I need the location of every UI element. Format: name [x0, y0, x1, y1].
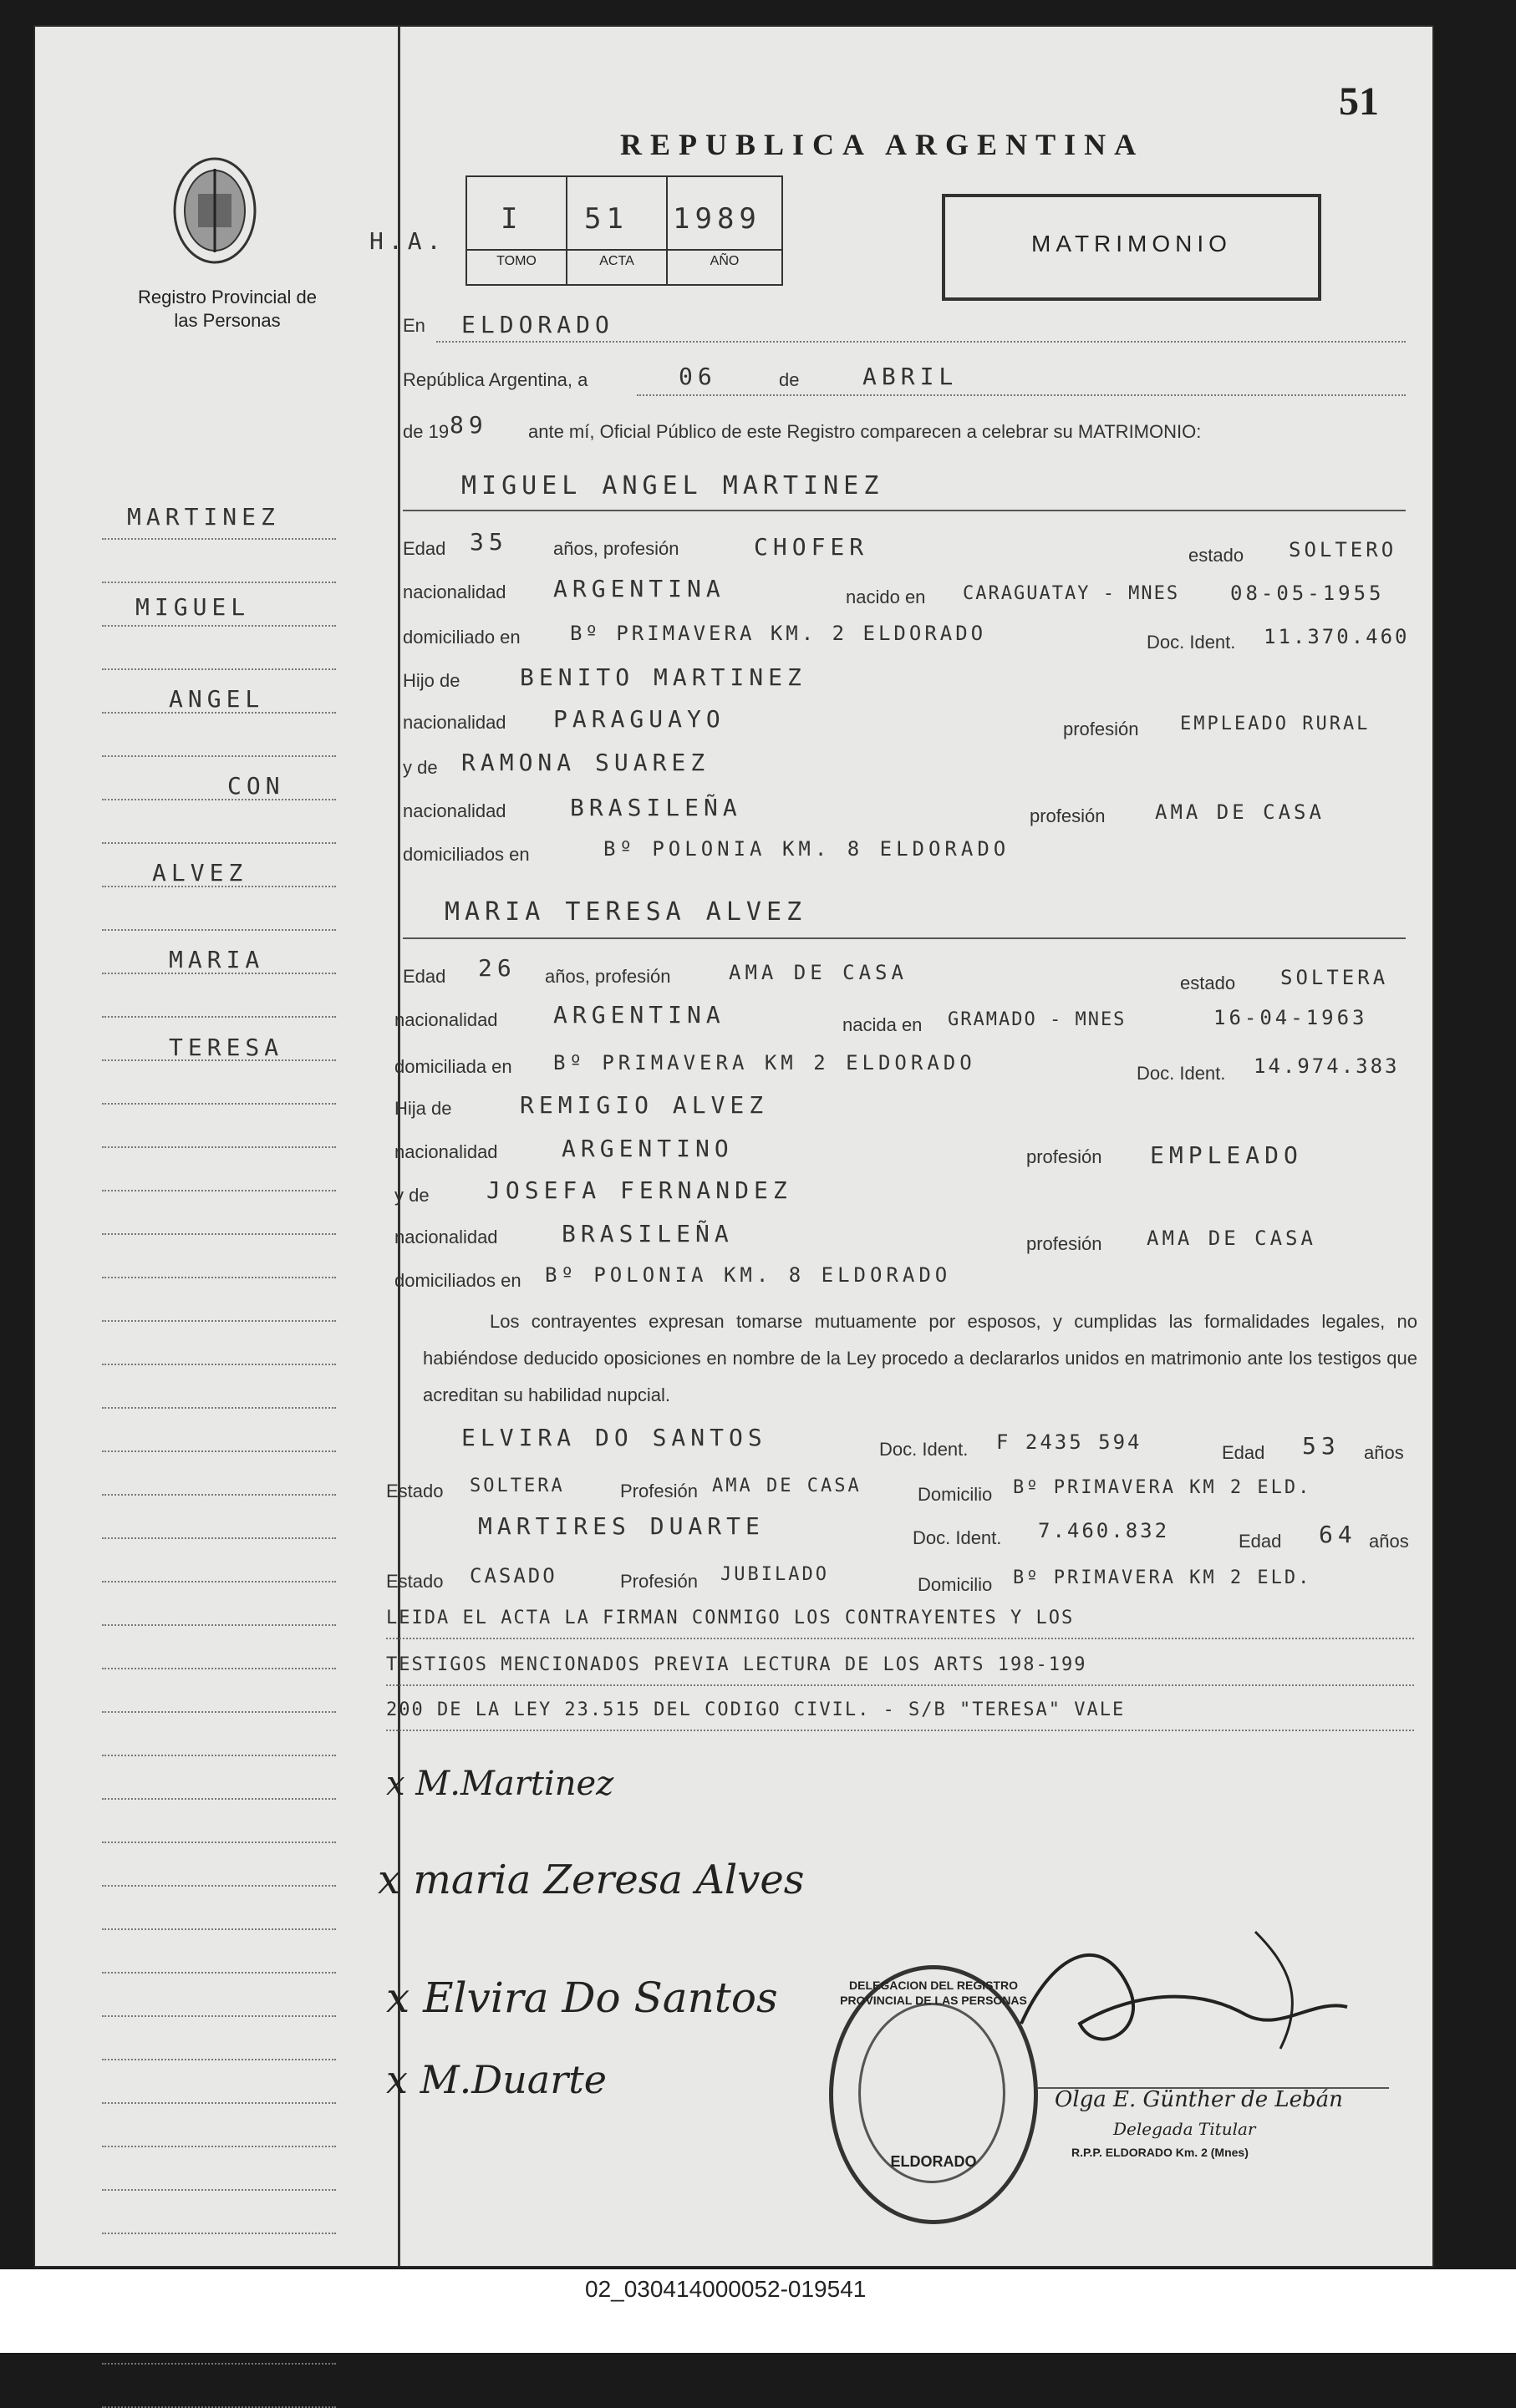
- groom-nac-label: nacionalidad: [403, 582, 506, 602]
- de-label: de: [779, 369, 800, 390]
- witness2-estado-label: Estado: [386, 1571, 444, 1592]
- witness2-profesion-label: Profesión: [620, 1571, 698, 1592]
- margin-rule-line: [102, 799, 336, 800]
- margin-rule-line: [102, 1885, 336, 1887]
- day-value: 06: [679, 363, 717, 390]
- witness2-anios-label: años: [1369, 1531, 1409, 1552]
- witness2-age: 64: [1319, 1521, 1357, 1548]
- acta-value: 51: [584, 202, 628, 236]
- republica-label: República Argentina, a: [403, 369, 588, 390]
- witness2-profession: JUBILADO: [720, 1564, 829, 1585]
- footer-bar: [0, 2269, 1516, 2353]
- bride-mother: JOSEFA FERNANDEZ: [486, 1176, 792, 1204]
- province-seal: [169, 152, 261, 269]
- margin-note: ALVEZ: [152, 859, 248, 886]
- margin-rule-line: [102, 2363, 336, 2365]
- margin-rule-line: [102, 625, 336, 627]
- groom-profesion-label: años, profesión: [553, 538, 679, 559]
- year-prefix: de 19: [403, 421, 450, 442]
- groom-domiciliados-label: domiciliados en: [403, 844, 530, 865]
- declaration-text: Los contrayentes expresan tomarse mutuamente por esposos, y cumplidas las formalidades legales, no habiéndose deducido oposiciones en nombre de la Ley procedo a declararlos unidos en matrimonio ante los testigos que acreditan su habilidad nupcial.: [423, 1311, 1417, 1405]
- bride-nationality: ARGENTINA: [553, 1001, 725, 1029]
- groom-signature: x M.Martinez: [386, 1765, 614, 1803]
- bride-mother-nationality: BRASILEÑA: [562, 1220, 734, 1247]
- margin-rule-line: [102, 668, 336, 670]
- groom-name: MIGUEL ANGEL MARTINEZ: [461, 471, 884, 500]
- witness1-estado-label: Estado: [386, 1481, 444, 1501]
- witness1-profesion-label: Profesión: [620, 1481, 698, 1501]
- margin-rule-line: [102, 1320, 336, 1322]
- country-title: REPUBLICA ARGENTINA: [620, 128, 1145, 161]
- witness1-anios-label: años: [1364, 1442, 1404, 1463]
- groom-mother-nationality: BRASILEÑA: [570, 794, 742, 821]
- bride-edad-label: Edad: [403, 966, 446, 987]
- margin-rule-line: [102, 1364, 336, 1365]
- margin-note: CON: [227, 772, 285, 800]
- official-name: Olga E. Günther de Lebán: [1055, 2087, 1343, 2112]
- groom-dom-label: domiciliado en: [403, 627, 521, 648]
- bride-father: REMIGIO ALVEZ: [520, 1091, 769, 1119]
- margin-rule-line: [102, 2102, 336, 2104]
- tomo-label: TOMO: [496, 254, 537, 268]
- witness1-domicilio-label: Domicilio: [918, 1484, 993, 1505]
- document-type: MATRIMONIO: [1031, 231, 1232, 257]
- margin-rule-line: [102, 929, 336, 931]
- margin-rule-line: [102, 1798, 336, 1800]
- witness1-signature: x Elvira Do Santos: [386, 1974, 778, 2022]
- bride-father-profession: EMPLEADO: [1150, 1141, 1303, 1169]
- margin-rule-line: [102, 2059, 336, 2060]
- bride-parents-address: Bº POLONIA KM. 8 ELDORADO: [545, 1263, 952, 1287]
- acta-label: ACTA: [599, 254, 634, 268]
- margin-rule-line: [102, 1146, 336, 1148]
- groom-father-nationality: PARAGUAYO: [553, 705, 725, 733]
- stamp-outer-text: DELEGACION DEL REGISTRO PROVINCIAL DE LAS PERSONAS: [840, 1979, 1027, 2007]
- groom-yde-label: y de: [403, 757, 438, 778]
- groom-parents-address: Bº POLONIA KM. 8 ELDORADO: [603, 837, 1010, 861]
- bride-hija-label: Hija de: [394, 1098, 452, 1119]
- register-page: [33, 25, 1434, 2268]
- closing-line: 200 DE LA LEY 23.515 DEL CODIGO CIVIL. - S/B "TERESA" VALE: [386, 1699, 1126, 1720]
- margin-rule-line: [102, 1624, 336, 1626]
- groom-mother: RAMONA SUAREZ: [461, 749, 710, 776]
- groom-mother-prof-label: profesión: [1030, 805, 1106, 826]
- witness2-domicilio-label: Domicilio: [918, 1574, 993, 1595]
- margin-rule-line: [102, 2189, 336, 2191]
- bride-nac-label: nacionalidad: [394, 1009, 498, 1030]
- margin-rule-line: [102, 2015, 336, 2017]
- witness1-name: ELVIRA DO SANTOS: [461, 1424, 767, 1451]
- document-type-box: [942, 194, 1321, 301]
- bride-birthdate: 16-04-1963: [1213, 1006, 1368, 1029]
- tomo-value: I: [501, 202, 523, 236]
- witness1-edad-label: Edad: [1222, 1442, 1265, 1463]
- witness1-profession: AMA DE CASA: [712, 1476, 862, 1496]
- groom-edad-label: Edad: [403, 538, 446, 559]
- margin-note: MARIA: [169, 946, 265, 973]
- groom-profession: CHOFER: [754, 533, 869, 561]
- margin-rule-line: [102, 1494, 336, 1496]
- anio-label: AÑO: [710, 254, 740, 268]
- groom-father-nac-label: nacionalidad: [403, 712, 506, 733]
- registry-name: Registro Provincial de las Personas: [138, 287, 317, 331]
- page-number: 51: [1339, 79, 1379, 124]
- witness2-signature: x M.Duarte: [386, 2057, 607, 2102]
- margin-rule-line: [102, 1537, 336, 1539]
- groom-status: SOLTERO: [1289, 538, 1397, 561]
- groom-mother-nac-label: nacionalidad: [403, 800, 506, 821]
- groom-father-profession: EMPLEADO RURAL: [1180, 714, 1371, 734]
- margin-rule-line: [102, 1016, 336, 1018]
- official-office: R.P.P. ELDORADO Km. 2 (Mnes): [1071, 2146, 1249, 2159]
- bride-domiciliados-label: domiciliados en: [394, 1270, 521, 1291]
- margin-rule-line: [102, 2233, 336, 2234]
- margin-rule-line: [102, 842, 336, 844]
- groom-nationality: ARGENTINA: [553, 575, 725, 602]
- en-label: En: [403, 315, 425, 336]
- bride-doc-label: Doc. Ident.: [1137, 1063, 1226, 1084]
- bride-estado-label: estado: [1180, 973, 1236, 993]
- margin-rule-line: [102, 1581, 336, 1582]
- month-value: ABRIL: [862, 363, 959, 390]
- groom-hijo-label: Hijo de: [403, 670, 460, 691]
- groom-mother-profession: AMA DE CASA: [1155, 800, 1325, 824]
- bride-status: SOLTERA: [1280, 966, 1389, 989]
- margin-rule-line: [102, 755, 336, 757]
- margin-note: ANGEL: [169, 685, 265, 713]
- witness1-address: Bº PRIMAVERA KM 2 ELD.: [1013, 1477, 1312, 1498]
- groom-estado-label: estado: [1188, 545, 1244, 566]
- groom-birthplace: CARAGUATAY - MNES: [963, 583, 1180, 604]
- bride-address: Bº PRIMAVERA KM 2 ELDORADO: [553, 1051, 976, 1074]
- witness2-doc-label: Doc. Ident.: [913, 1527, 1002, 1548]
- groom-father: BENITO MARTINEZ: [520, 663, 806, 691]
- official-signature: [1005, 1898, 1364, 2082]
- margin-rule-line: [102, 1928, 336, 1930]
- margin-rule-line: [102, 1407, 336, 1409]
- groom-age: 35: [470, 528, 508, 556]
- witness1-doc: F 2435 594: [996, 1430, 1142, 1454]
- margin-rule-line: [102, 1842, 336, 1843]
- bride-age: 26: [478, 954, 516, 982]
- margin-rule-line: [102, 1755, 336, 1756]
- margin-rule-line: [102, 1103, 336, 1105]
- bride-profession: AMA DE CASA: [729, 961, 908, 984]
- groom-birthdate: 08-05-1955: [1230, 582, 1385, 605]
- witness2-address: Bº PRIMAVERA KM 2 ELD.: [1013, 1567, 1312, 1588]
- bride-father-prof-label: profesión: [1026, 1146, 1102, 1167]
- footer-code: 02_030414000052-019541: [585, 2276, 867, 2302]
- handwritten-prefix: H.A.: [369, 227, 446, 255]
- margin-rule-line: [102, 2146, 336, 2147]
- bride-father-nac-label: nacionalidad: [394, 1141, 498, 1162]
- anio-value: 1989: [673, 202, 761, 236]
- witness2-doc: 7.460.832: [1038, 1519, 1170, 1542]
- bride-birthplace: GRAMADO - MNES: [948, 1009, 1127, 1030]
- bride-name: MARIA TERESA ALVEZ: [445, 897, 807, 927]
- closing-line: TESTIGOS MENCIONADOS PREVIA LECTURA DE LOS ARTS 198-199: [386, 1654, 1087, 1675]
- closing-line: LEIDA EL ACTA LA FIRMAN CONMIGO LOS CONTRAYENTES Y LOS: [386, 1608, 1075, 1628]
- bride-nacida-label: nacida en: [842, 1014, 923, 1035]
- year-suffix: 89: [450, 411, 488, 439]
- bride-signature: x maria Zeresa Alves: [378, 1857, 805, 1903]
- groom-doc: 11.370.460: [1264, 625, 1410, 648]
- margin-note: MARTINEZ: [127, 503, 280, 531]
- margin-rule-line: [102, 1277, 336, 1278]
- margin-rule-line: [102, 1190, 336, 1191]
- margin-rule-line: [102, 1450, 336, 1452]
- groom-nacido-label: nacido en: [846, 587, 926, 607]
- bride-father-nationality: ARGENTINO: [562, 1135, 734, 1162]
- margin-note: TERESA: [169, 1034, 284, 1061]
- groom-father-prof-label: profesión: [1063, 719, 1139, 739]
- margin-rule-line: [102, 1711, 336, 1713]
- witness2-edad-label: Edad: [1239, 1531, 1282, 1552]
- witness1-doc-label: Doc. Ident.: [879, 1439, 969, 1460]
- margin-rule-line: [102, 1668, 336, 1669]
- intro-statement: ante mí, Oficial Público de este Registro comparecen a celebrar su MATRIMONIO:: [528, 421, 1202, 442]
- bride-mother-profession: AMA DE CASA: [1147, 1227, 1316, 1250]
- groom-address: Bº PRIMAVERA KM. 2 ELDORADO: [570, 622, 987, 645]
- bride-yde-label: y de: [394, 1185, 430, 1206]
- witness2-status: CASADO: [470, 1564, 557, 1588]
- place-value: ELDORADO: [461, 311, 614, 338]
- bride-profesion-label: años, profesión: [545, 966, 671, 987]
- bride-mother-prof-label: profesión: [1026, 1233, 1102, 1254]
- stamp-inner-text: ELDORADO: [890, 2153, 977, 2170]
- bride-mother-nac-label: nacionalidad: [394, 1227, 498, 1247]
- groom-doc-label: Doc. Ident.: [1147, 632, 1236, 653]
- margin-rule-line: [102, 1972, 336, 1974]
- margin-rule-line: [102, 1233, 336, 1235]
- witness1-status: SOLTERA: [470, 1476, 565, 1496]
- official-title: Delegada Titular: [1113, 2119, 1256, 2139]
- margin-note: MIGUEL: [135, 593, 251, 621]
- tomo-acta-ano-box: [465, 175, 783, 286]
- margin-rule-line: [102, 582, 336, 583]
- bride-dom-label: domiciliada en: [394, 1056, 512, 1077]
- witness1-age: 53: [1302, 1432, 1340, 1460]
- margin-rule-line: [102, 538, 336, 540]
- witness2-name: MARTIRES DUARTE: [478, 1512, 765, 1540]
- bride-doc: 14.974.383: [1254, 1054, 1400, 1078]
